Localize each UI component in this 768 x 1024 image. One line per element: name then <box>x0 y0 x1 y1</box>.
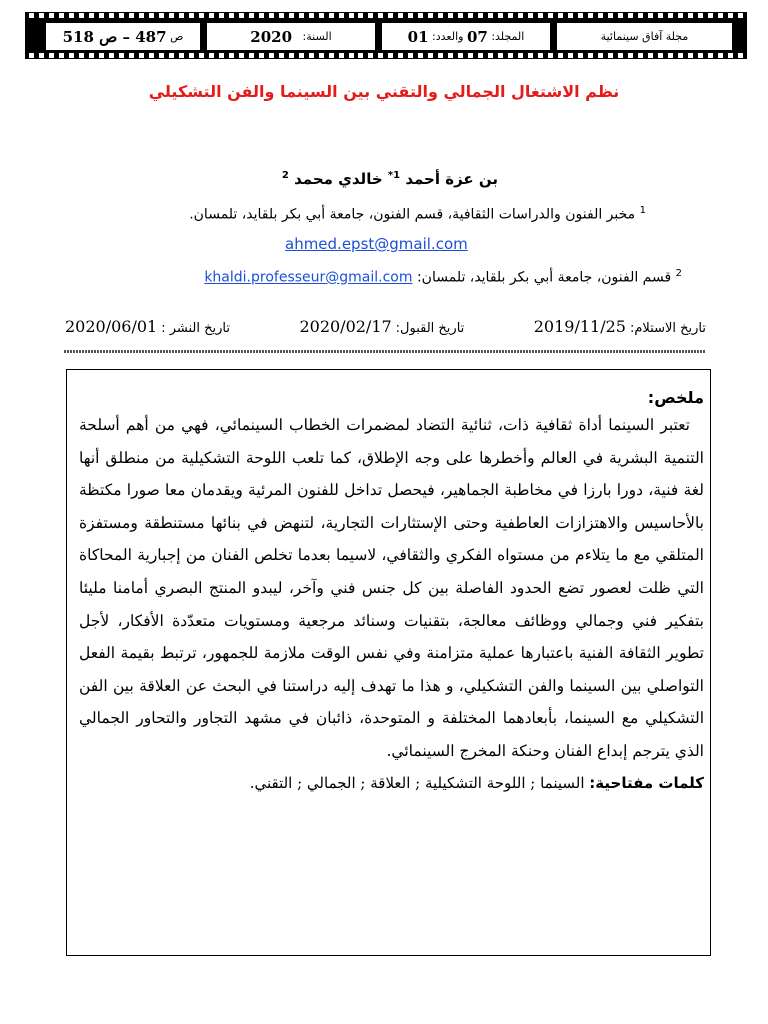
journal-header <box>25 12 747 59</box>
film-perforations-bottom <box>29 53 743 58</box>
year: السنة: 2020 <box>207 23 375 50</box>
abstract-box <box>66 369 711 956</box>
volume-issue: المجلد: 07 والعدد: 01 <box>382 23 550 50</box>
film-perforations-top <box>29 13 743 18</box>
abstract-body: تعتبر السينما أداة ثقافية ذات، ثنائية التضاد لمضمرات الخطاب السينمائي، فهي من أهم أسلحة التنمية البشرية في العالم وأخطرها على وجه الإطلاق، كما تلعب اللوحة التشكيلية من منطلق أنها لغة فنية، دورا بارزا في مخاطبة الجماهير، فيحصل تداخل للفنون المرئية ويقدمان معا صورا مكتظة بالأحاسيس والاهتزازات العاطفية وحتى الإستثارات التجارية، لتنهض في بنائها مستنطقة ومستفزة المتلقي مع ما يتلاءم من مستواه الفكري والثقافي، لاسيما بعدما تخلص الفنان من إجبارية المحاكاة التي ظلت لعصور تضع الحدود الفاصلة بين كل جنس فني وآخر، ليبدو المنتج البصري أمامنا مليئا بتفكير فني وجمالي ووظائف معالجة، بتقنيات وسنائد مرجعية ومستويات متعدّدة الأفكار، لأجل تطوير الثقافة الفنية باعتبارها عملية متزامنة وفي نفس الوقت ملازمة للجمهور، ترتبط بقيمة الفعل التواصلي بين السينما والفن التشكيلي، و هذا ما تهدف إليه دراستنا في البحث عن العلاقة بين الفن التشكيلي مع السينما، بأبعادهما المختلفة و المتوحدة، ذائبان في مشهد التجاور والتحاور الجمالي الذي يترجم إبداع الفنان وحنكة المخرج السينمائي. <box>79 416 704 760</box>
email-link-2[interactable]: khaldi.professeur@gmail.com <box>204 269 413 286</box>
divider <box>64 350 706 353</box>
affiliation-1: $^1$ مخبر الفنون والدراسات الثقافية، قسم الفنون، جامعة أبي بكر بلقايد، تلمسان. <box>189 205 646 223</box>
abstract-heading: ملخص: <box>647 388 704 407</box>
journal-name: مجلة آفاق سينمائية <box>557 23 732 50</box>
author-1: بن عزة أحمد <box>405 170 498 188</box>
article-title: نظم الاشتغال الجمالي والتقني بين السينما والفن التشكيلي <box>148 82 620 101</box>
author-2: خالدي محمد <box>294 170 383 188</box>
author-line <box>282 170 498 188</box>
email-link-1[interactable]: ahmed.epst@gmail.com <box>285 235 468 253</box>
keywords-label: كلمات مفتاحية: <box>589 773 704 792</box>
dates-row <box>65 317 706 339</box>
published-date: تاريخ النشر :2020/06/01 <box>65 317 230 336</box>
author-2-mark: 2 <box>281 170 289 181</box>
keywords-list: السينما ; اللوحة التشكيلية ; العلاقة ; الجمالي ; التقني. <box>249 773 585 792</box>
accepted-date: تاريخ القبول:2020/02/17 <box>299 317 465 336</box>
author-1-mark: 1* <box>387 170 401 181</box>
affiliation-2: $^2$ قسم الفنون، جامعة أبي بكر بلقايد، تلمسان: khaldi.professeur@gmail.com <box>204 268 682 286</box>
received-date: تاريخ الاستلام:2019/11/25 <box>533 317 706 336</box>
header-cells <box>38 23 732 50</box>
keywords-line <box>79 770 704 796</box>
page-range: ص 487 – ص 518 <box>46 23 200 50</box>
